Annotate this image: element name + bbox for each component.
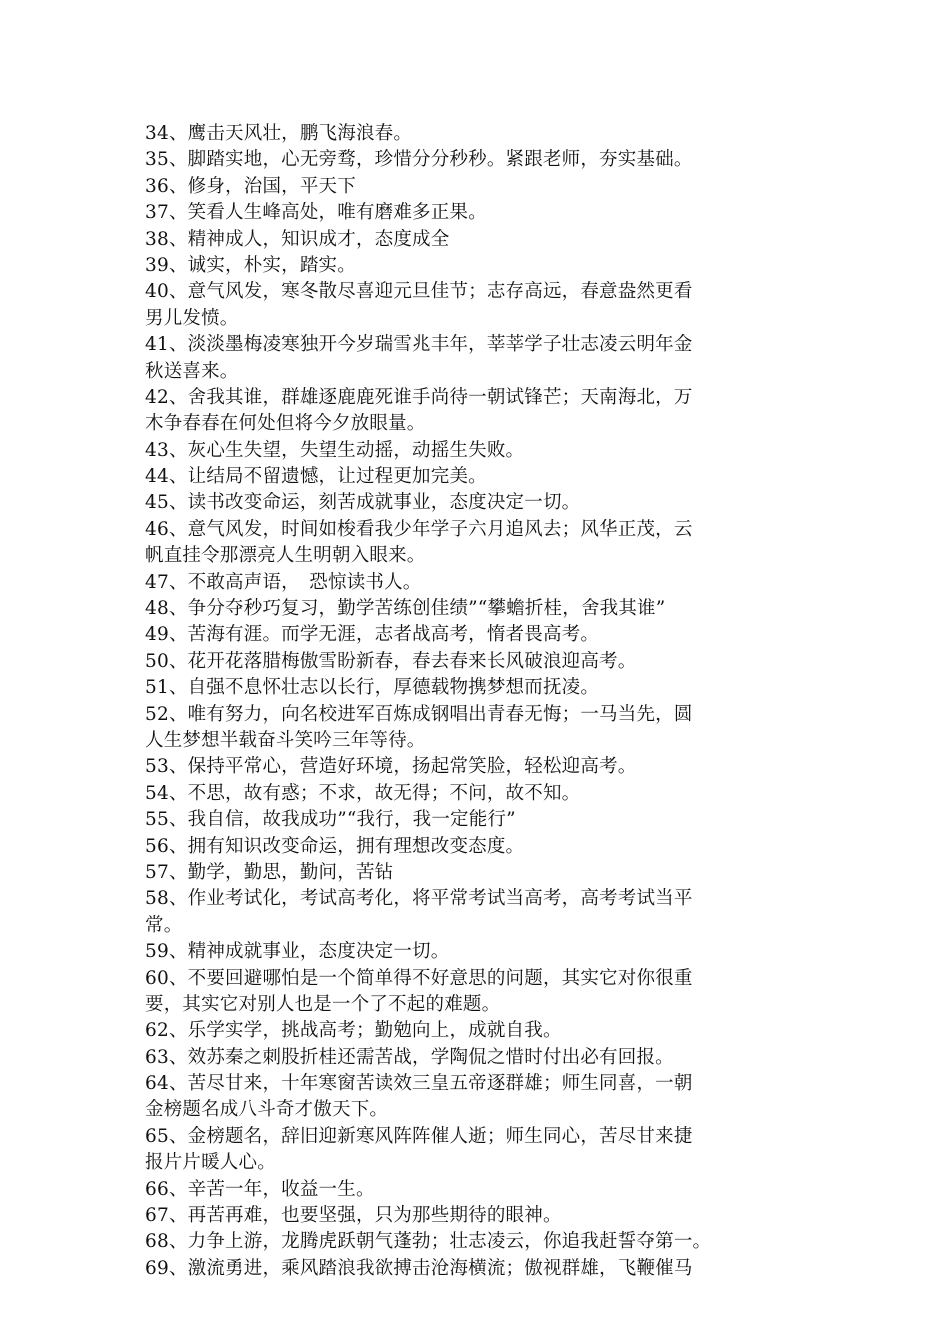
text-line: 60、不要回避哪怕是一个简单得不好意思的问题，其实它对你很重 (145, 967, 693, 989)
text-line: 46、意气风发，时间如梭看我少年学子六月追风去；风华正茂，云 (145, 518, 693, 540)
text-line: 金榜题名成八斗奇才傲天下。 (145, 1099, 389, 1121)
text-line: 人生梦想半载奋斗笑吟三年等待。 (145, 729, 426, 751)
text-line: 45、读书改变命运，刻苦成就事业，态度决定一切。 (145, 492, 581, 514)
text-line: 43、灰心生失望，失望生动摇，动摇生失败。 (145, 439, 525, 461)
text-line: 54、不思，故有惑；不求，故无得；不问，故不知。 (145, 782, 581, 804)
text-line: 68、力争上游，龙腾虎跃朝气蓬勃；壮志凌云，你追我赶誓夺第一。 (145, 1231, 712, 1253)
text-line: 48、争分夺秒巧复习，勤学苦练创佳绩”“攀蟾折桂，舍我其谁” (145, 598, 666, 620)
text-line: 53、保持平常心，营造好环境，扬起常笑脸，轻松迎高考。 (145, 756, 637, 778)
text-line: 男儿发愤。 (145, 307, 239, 329)
text-line: 55、我自信，故我成功”“我行，我一定能行” (145, 809, 516, 831)
text-line: 37、笑看人生峰高处，唯有磨难多正果。 (145, 202, 487, 224)
text-line: 35、脚踏实地，心无旁骛，珍惜分分秒秒。紧跟老师，夯实基础。 (145, 149, 693, 171)
text-line: 38、精神成人，知识成才，态度成全 (145, 228, 450, 250)
text-line: 44、让结局不留遗憾，让过程更加完美。 (145, 466, 487, 488)
text-line: 49、苦海有涯。而学无涯，志者战高考，惰者畏高考。 (145, 624, 600, 646)
text-line: 58、作业考试化，考试高考化，将平常考试当高考，高考考试当平 (145, 888, 693, 910)
text-line: 59、精神成就事业，态度决定一切。 (145, 941, 450, 963)
text-line: 64、苦尽甘来，十年寒窗苦读效三皇五帝逐群雄；师生同喜，一朝 (145, 1073, 693, 1095)
text-line: 65、金榜题名，辞旧迎新寒风阵阵催人逝；师生同心，苦尽甘来捷 (145, 1125, 693, 1147)
text-line: 51、自强不息怀壮志以长行，厚德载物携梦想而抚凌。 (145, 677, 600, 699)
text-line: 52、唯有努力，向名校进军百炼成钢唱出青春无悔；一马当先，圆 (145, 703, 693, 725)
text-line: 50、花开花落腊梅傲雪盼新春，春去春来长风破浪迎高考。 (145, 650, 637, 672)
text-line: 帆直挂令那漂亮人生明朝入眼来。 (145, 545, 426, 567)
text-line: 63、效苏秦之刺股折桂还需苦战，学陶侃之惜时付出必有回报。 (145, 1046, 674, 1068)
text-line: 42、舍我其谁，群雄逐鹿鹿死谁手尚待一朝试锋芒；天南海北，万 (145, 386, 693, 408)
document-body (145, 121, 810, 1282)
text-line: 36、修身，治国，平天下 (145, 175, 356, 197)
text-line: 39、诚实，朴实，踏实。 (145, 254, 356, 276)
text-line: 47、不敢高声语， 恐惊读书人。 (145, 571, 422, 593)
text-line: 要，其实它对别人也是一个了不起的难题。 (145, 993, 501, 1015)
text-line: 34、鹰击天风壮，鹏飞海浪春。 (145, 123, 413, 144)
text-line: 秋送喜来。 (145, 360, 239, 382)
text-line: 57、勤学，勤思，勤问，苦钻 (145, 861, 394, 883)
text-line: 40、意气风发，寒冬散尽喜迎元旦佳节；志存高远，春意盎然更看 (145, 281, 693, 303)
text-line: 41、淡淡墨梅凌寒独开今岁瑞雪兆丰年，莘莘学子壮志凌云明年金 (145, 334, 693, 356)
text-line: 62、乐学实学，挑战高考；勤勉向上，成就自我。 (145, 1020, 562, 1042)
text-line: 木争春春在何处但将今夕放眼量。 (145, 413, 426, 435)
text-line: 69、激流勇进，乘风踏浪我欲搏击沧海横流；傲视群雄，飞鞭催马 (145, 1257, 693, 1279)
text-line: 56、拥有知识改变命运，拥有理想改变态度。 (145, 835, 525, 857)
text-line: 67、再苦再难，也要坚强，只为那些期待的眼神。 (145, 1205, 562, 1227)
text-line: 66、辛苦一年，收益一生。 (145, 1178, 375, 1200)
text-line: 报片片暖人心。 (145, 1152, 276, 1174)
text-line: 常。 (145, 914, 183, 936)
